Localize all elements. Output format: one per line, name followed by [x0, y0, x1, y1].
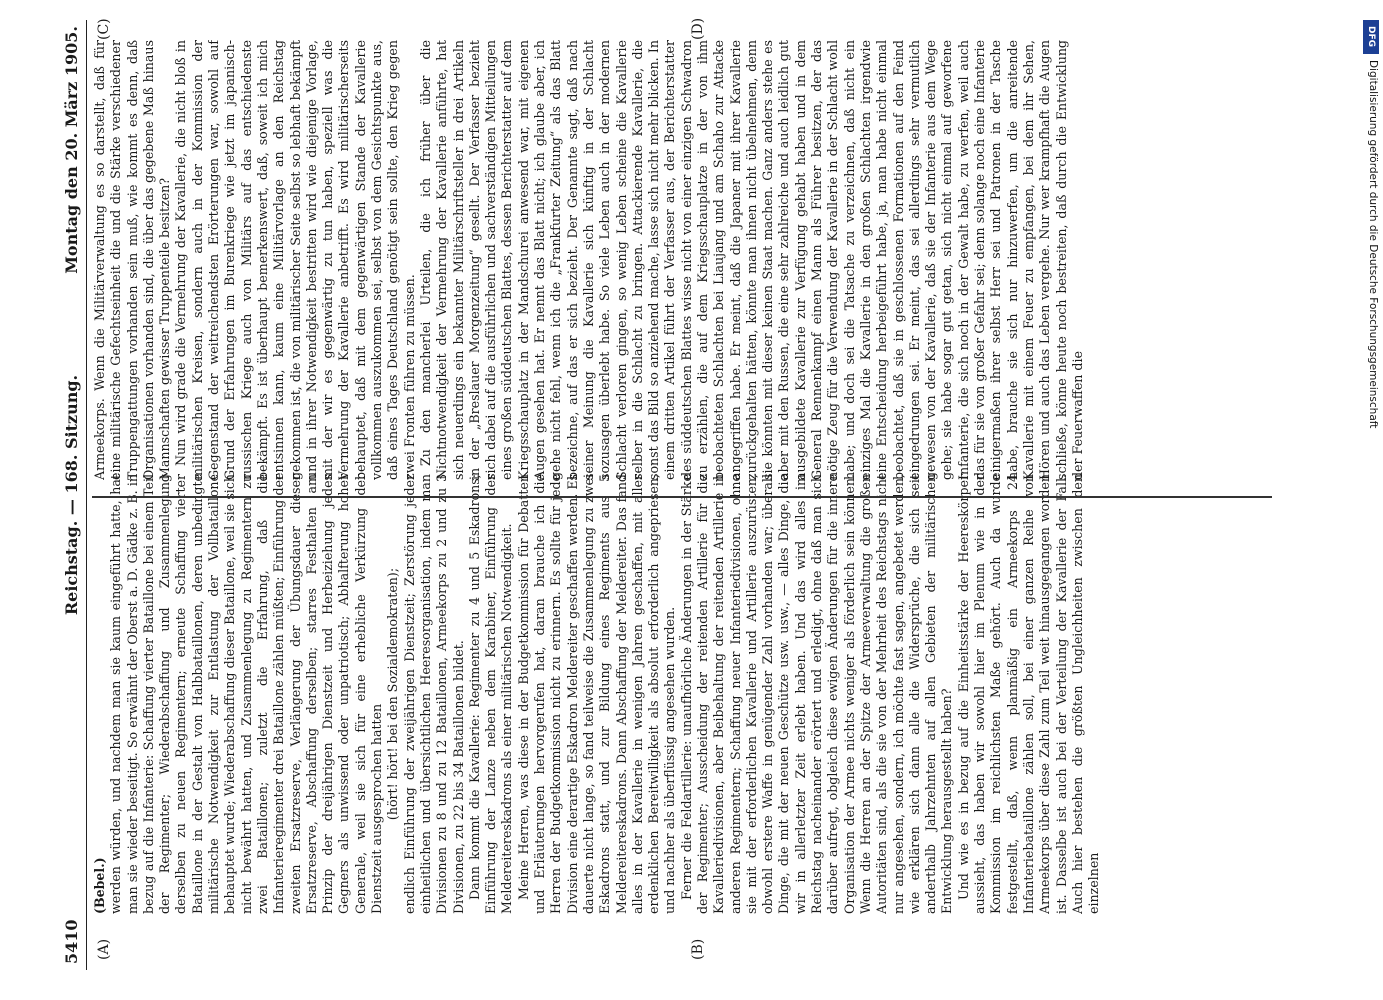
paragraph: Dann kommt die Kavallerie: Regimenter zu 4 und 5 Eskadrons; Einführung der Lanze neben dem Karabiner, Einführung der Meldereitereskadrons als einer militärischen Notwendigkeit.: [466, 474, 515, 914]
paragraph: Meine Herren, was diese in der Budgetkommission für Debatten und Erläuterungen hervorgerufen hat, daran brauche ich die Herren der Budgetkommission nicht zu erinnern. Es sollte für jede Division eine derartige Eskadron Meldereiter geschaffen werden. Es dauerte nicht lange, so fand teilweise die Zusammenlegung zu zwei Eskadrons statt, und zur Bildung eines Regiments aus 5 Meldereitereskadrons. Dann Abschaffung der Meldereiter. Das fand alles in der Kavallerie in wenigen Jahren geschaffen, mit aller erdenklichen Bereitwilligkeit als absolut erforderlich angepriesen, und nachher als überflüssig angesehen wurden.: [515, 474, 678, 914]
paragraph: Zu den mancherlei Urteilen, die ich früher über die Nichtnotwendigkeit der Vermehrung der Kavallerie anführte, hat sich neuerdings ein bekannter Militärschriftsteller in drei Artikeln in der „Breslauer Morgenzeitung“ gesellt. Der Verfasser bezieht sich dabei auf die ausführlichen und sachverständigen Mitteilungen eines großen süddeutschen Blattes, dessen Berichterstatter auf dem Kriegsschauplatz in der Mandschurei anwesend war, mit eigenen Augen gesehen hat. Er nennt das Blatt nicht; ich glaube aber, ich gehe nicht fehl, wenn ich die „Frankfurter Zeitung“ als das Blatt bezeichne, auf das er sich bezieht. Der Genannte sagt, daß nach seiner Meinung die Kavallerie sich künftig in der Schlacht sozusagen überlebt habe. So viele Leben auch in der modernen Schlacht verloren gingen, so wenig Leben scheine die Kavallerie selber in die Schlacht zu bringen. Attackierende Kavallerie, die sonst das Bild so anziehend mache, lasse sich nicht mehr blicken. In einem dritten Artikel führt der Verfasser aus, der Berichterstatter des süddeutschen Blattes wisse nicht von einer einzigen Schwadron zu erzählen, die auf dem Kriegsschauplatze in der von ihm beobachteten Schlachten bei Liaujang und am Schaho zur Attacke angegriffen habe. Er meint, daß die Japaner mit ihrer Kavallerie zurückgehalten hätten, könnte man ihnen nicht übelnehmen, denn sie könnten mit dieser keinen Staat machen. Ganz anders stehe es aber mit den Russen, die eine sehr zahlreiche und auch leidlich gut ausgebildete Kavallerie zur Verfügung gehabt haben und in dem General Rennenkampf einen Mann als Führer besitzen, der das nötige Zeug für die Verwendung der Kavallerie in der Schlacht wohl habe; und doch sei die Tatsache zu verzeichnen, daß nicht ein einziges Mal die Kavallerie in den großen Schlachten irgendwie eine Entscheidung herbeigeführt habe, ja, man habe nicht einmal beobachtet, daß sie in geschlossenen Formationen auf den Feind eingedrungen sei. Er meint, das sei allerdings sehr vermutlich gewesen von der Kavallerie, daß sie der Infanterie aus dem Wege gehe; sie habe sogar gut getan, sich nicht einmal auf geworfene Infanterie, die sich noch in der Gewalt habe, zu werfen, weil auch das für sie von großer Gefahr sei; denn solange noch eine Infanterie einigermaßen ihrer selbst Herr sei und Patronen in der Tasche habe, brauche sie sich nur hinzuwerfen, um die anreitende Kavallerie mit einem Feuer zu empfangen, bei dem ihr Sehen, Hören und auch das Leben vergehe. Nur wer krampfhaft die Augen schließe, könne heute noch bestreiten, daß durch die Entwicklung der Feuerwaffen die: [417, 40, 1085, 480]
running-head: [62, 20, 87, 970]
dfg-logo: DFG: [1363, 20, 1379, 54]
paragraph: Ferner die Feldartillerie: unaufhörliche Änderungen in der Stärke der Regimenter; Ausscheidung der reitenden Artillerie für die Kavalleriedivisionen, aber Beibehaltung der reitenden Artillerie in anderen Regimentern; Schaffung neuer Infanteriedivisionen, ohne sie mit der erforderlichen Kavallerie und Artillerie auszurüsten, obwohl erstere Waffe in genügender Zahl vorhanden war; überall Dinge, die mit der neuen Geschütze usw. usw., — alles Dinge, die wir in allerletzter Zeit erlebt haben. Und das wird alles im Reichstag nacheinander erörtert und erledigt, ohne daß man sich darüber aufregt, obgleich diese ewigen Änderungen für die innere Organisation der Armee nichts weniger als förderlich sein können. Wenn die Herren an der Spitze der Armeeverwaltung die großen Autoritäten sind, als die sie von der Mehrheit des Reichstags nicht nur angesehen, sondern, ich möchte fast sagen, angebetet werden, wie erklären sich dann alle die Widersprüche, die sich seit anderthalb Jahrzehnten auf allen Gebieten der militärischen Entwicklung herausgestellt haben?: [678, 474, 955, 914]
margin-marker-b: (B): [690, 938, 706, 960]
page-number: 5410: [62, 919, 81, 964]
margin-marker-d: (D): [690, 17, 706, 40]
paragraph: Und wie es in bezug auf die Einheitsstärke der Heereskörper aussieht, das haben wir sowohl hier im Plenum wie in der Kommission im reichlichsten Maße gehört. Auch da wurde festgestellt, daß, wenn planmäßig ein Armeekorps 24 Infanteriebataillone zählen soll, bei einer ganzen Reihe von Armeekorps über diese Zahl zum Teil weit hinausgegangen worden ist. Dasselbe ist auch bei der Verteilung der Kavallerie der Fall. Auch hier bestehen die größten Ungleichheiten zwischen den einzelnen: [955, 474, 1102, 914]
digitization-credit: Digitalisierung gefördert durch die Deutsche Forschungsgemeinschaft: [1367, 60, 1379, 429]
paragraph: Armeekorps. Wenn die Militärverwaltung es so darstellt, daß für eine militärische Gefechtseinheit die und die Stärke verschiedener Truppengattungen vorhanden sein muß, wie kommt es denn, daß Organisationen vorhanden sind, die über das gegebene Maß hinaus Mannschaften gewisser Truppenteile besitzen?: [92, 40, 173, 480]
column-divider: [92, 496, 1272, 498]
speaker-name: (Bebel.): [92, 857, 107, 914]
right-column: [92, 40, 1272, 480]
session-date: Montag den 20. März 1905.: [62, 26, 81, 274]
paragraph: endlich Einführung der zweijährigen Dienstzeit; Zerstörung jeder einheitlichen und übersichtlichen Heeresorganisation, indem man Divisionen zu 8 und zu 12 Bataillonen, Armeekorps zu 2 und zu 3 Divisionen, zu 22 bis 34 Bataillonen bildet.: [401, 474, 466, 914]
interjection: (hört! hört! bei den Sozialdemokraten);: [385, 567, 401, 821]
session-title: Reichstag. — 168. Sitzung.: [62, 374, 81, 616]
left-column: [92, 474, 1272, 914]
paragraph: Nun wird grade die Vermehrung der Kavallerie, die nicht bloß in militärischen Kreisen, sondern auch in der Kommission der Gegenstand der weitreichendsten Erörterungen war, sowohl auf Grund der Erfahrungen im Burenkriege wie jetzt im japanisch-russischen Kriege auch von Militärs auf das entschiedenste bekämpft. Es ist überhaupt bemerkenswert, daß, soweit ich mich entsinnen kann, kaum eine Militärvorlage an den Reichstag gekommen ist, die von militärischer Seite selbst so lebhaft bekämpft und in ihrer Notwendigkeit bestritten wird wie diejenige Vorlage, mit der wir es gegenwärtig zu tun haben, speziell was die Vermehrung der Kavallerie anbetrifft. Es wird militärischerseits behauptet, daß mit dem gegenwärtigen Stande der Kavallerie vollkommen auszukommen sei, selbst von dem Gesichtspunkte aus, daß eines Tages Deutschland genötigt sein sollte, den Krieg gegen zwei Fronten führen zu müssen.: [173, 40, 417, 480]
digitization-sidebar: [1363, 20, 1379, 980]
margin-marker-c: (C): [96, 18, 112, 40]
paragraph: werden würden, und nachdem man sie kaum eingeführt hatte, hat man sie wieder beseitigt. So erwähnt der Oberst a. D. Gädke z. B. in bezug auf die Infanterie: Schaffung vierter Bataillone bei einem Teil der Regimenter; Wiederabschaffung und Zusammenlegung derselben zu neuen Regimentern; erneute Schaffung vierter Bataillone in der Gestalt von Halbbataillonen, deren unbedingte militärische Notwendigkeit zur Entlastung der Vollbataillone behauptet wurde; Wiederabschaffung dieser Bataillone, weil sie sich nicht bewährt hatten, und Zusammenlegung zu Regimentern zu zwei Bataillonen; zuletzt die Erfahrung, daß die Infanterieregimenter drei Bataillone zählen müßten; Einführung der zweiten Ersatzreserve, Verlängerung der Übungsdauer dieser Ersatzreserve, Abschaffung derselben; starres Festhalten am Prinzip der dreijährigen Dienstzeit und Herbeiziehung jedes Gegners als unwissend oder unpatriotisch; Abhalfterung hoher Generale, weil sie sich für eine erhebliche Verkürzung der Dienstzeit ausgesprochen hatten: [108, 474, 385, 914]
margin-marker-a: (A): [96, 938, 112, 960]
